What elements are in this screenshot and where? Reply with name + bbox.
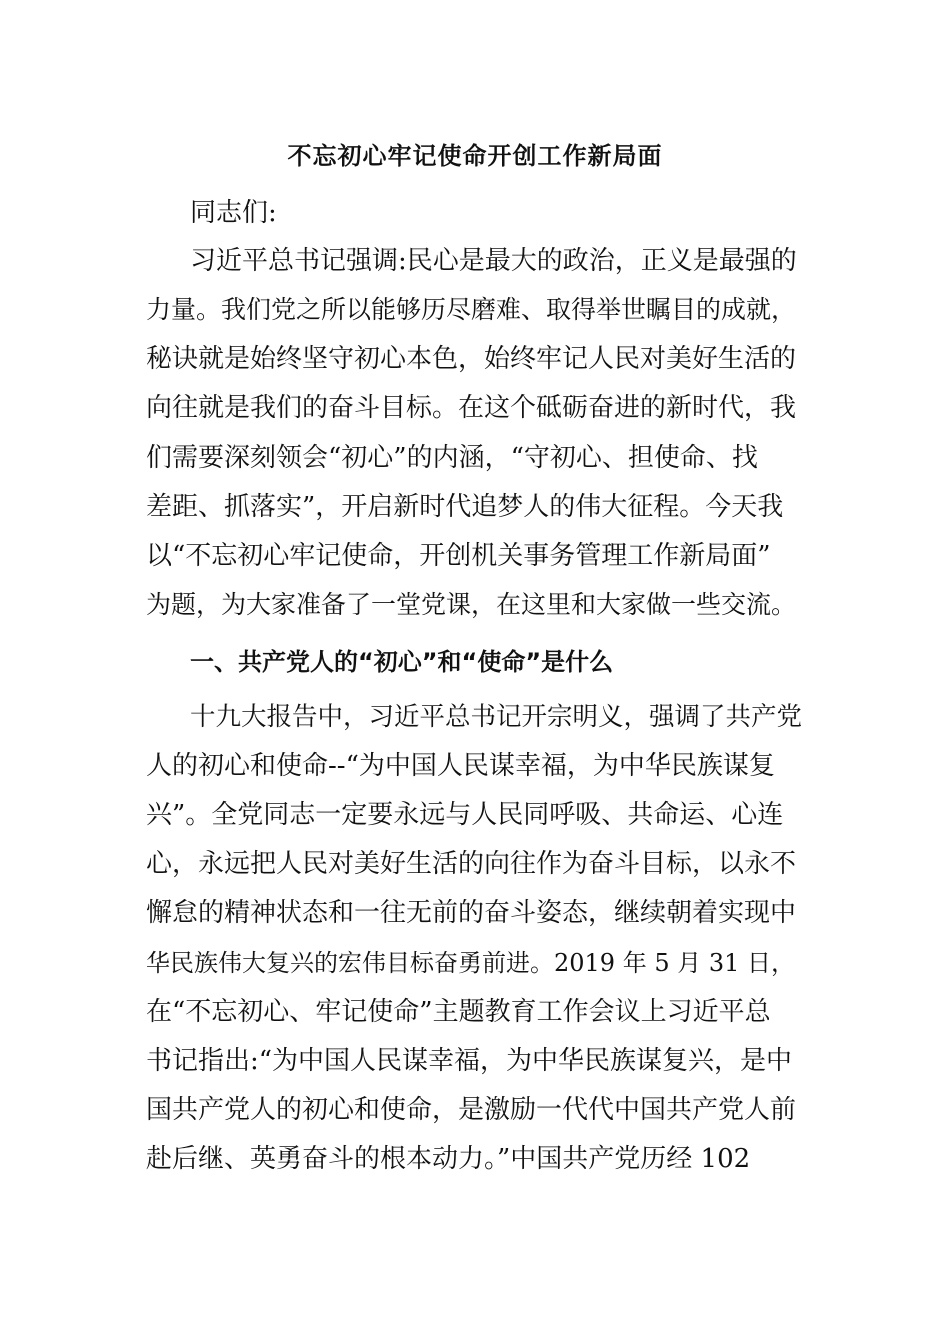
paragraph-2-line: 兴”。全党同志一定要永远与人民同呼吸、共命运、心连: [146, 800, 784, 830]
paragraph-2-line: 心，永远把人民对美好生活的向往作为奋斗目标，以永不: [146, 849, 797, 879]
paragraph-1-line: 差距、抓落实”，开启新时代追梦人的伟大征程。今天我: [146, 492, 784, 522]
paragraph-2-line: 赴后继、英勇奋斗的根本动力。”中国共产党历经 102: [146, 1144, 751, 1174]
paragraph-2-line: 在“不忘初心、牢记使命”主题教育工作会议上习近平总: [146, 997, 771, 1027]
paragraph-2-line: 书记指出:“为中国人民谋幸福，为中华民族谋复兴，是中: [146, 1046, 793, 1076]
paragraph-2-line: 人的初心和使命--“为中国人民谋幸福，为中华民族谋复: [146, 751, 775, 781]
paragraph-1-line: 为题，为大家准备了一堂党课，在这里和大家做一些交流。: [146, 590, 797, 619]
paragraph-1-line: 习近平总书记强调:民心是最大的政治，正义是最强的: [190, 246, 797, 276]
section-1-heading: 一、共产党人的“初心”和“使命”是什么: [190, 648, 614, 676]
paragraph-1-line: 向往就是我们的奋斗目标。在这个砥砺奋进的新时代，我: [146, 393, 797, 423]
paragraph-1-line: 以“不忘初心牢记使命，开创机关事务管理工作新局面”: [146, 541, 771, 571]
paragraph-2-line: 华民族伟大复兴的宏伟目标奋勇前进。2019 年 5 月 31 日，: [146, 949, 796, 977]
paragraph-2-line: 十九大报告中，习近平总书记开宗明义，强调了共产党: [190, 702, 803, 732]
paragraph-1-line: 力量。我们党之所以能够历尽磨难、取得举世瞩目的成就，: [146, 295, 797, 324]
paragraph-1-line: 秘诀就是始终坚守初心本色，始终牢记人民对美好生活的: [146, 344, 797, 374]
document-title: 不忘初心牢记使命开创工作新局面: [287, 142, 663, 170]
paragraph-2-line: 懈怠的精神状态和一往无前的奋斗姿态，继续朝着实现中: [146, 898, 797, 928]
salutation: 同志们:: [190, 198, 277, 228]
paragraph-2-line: 国共产党人的初心和使命，是激励一代代中国共产党人前: [146, 1095, 797, 1125]
paragraph-1-line: 们需要深刻领会“初心”的内涵，“守初心、担使命、找: [146, 443, 758, 473]
